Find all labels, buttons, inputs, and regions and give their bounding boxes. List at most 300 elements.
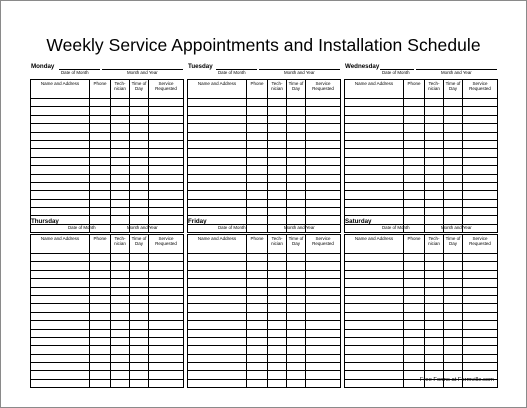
entry-cell[interactable] (31, 107, 90, 115)
entry-cell[interactable] (463, 346, 498, 354)
entry-cell[interactable] (90, 295, 111, 303)
entry-cell[interactable] (149, 321, 184, 329)
entry-cell[interactable] (306, 270, 341, 278)
entry-cell[interactable] (404, 337, 425, 345)
entry-cell[interactable] (111, 379, 130, 387)
entry-cell[interactable] (463, 337, 498, 345)
entry-cell[interactable] (31, 199, 90, 207)
entry-cell[interactable] (287, 174, 306, 182)
entry-cell[interactable] (247, 182, 268, 190)
entry-cell[interactable] (404, 279, 425, 287)
entry-cell[interactable] (444, 337, 463, 345)
entry-cell[interactable] (306, 346, 341, 354)
entry-cell[interactable] (306, 337, 341, 345)
entry-cell[interactable] (444, 124, 463, 132)
entry-cell[interactable] (130, 157, 149, 165)
entry-cell[interactable] (425, 270, 444, 278)
entry-cell[interactable] (268, 270, 287, 278)
entry-cell[interactable] (188, 149, 247, 157)
entry-cell[interactable] (149, 295, 184, 303)
entry-cell[interactable] (31, 379, 90, 387)
entry-cell[interactable] (111, 182, 130, 190)
entry-cell[interactable] (149, 337, 184, 345)
entry-cell[interactable] (444, 191, 463, 199)
entry-cell[interactable] (268, 262, 287, 270)
entry-cell[interactable] (404, 312, 425, 320)
entry-cell[interactable] (247, 166, 268, 174)
entry-cell[interactable] (287, 287, 306, 295)
entry-cell[interactable] (345, 132, 404, 140)
entry-cell[interactable] (345, 371, 404, 379)
entry-cell[interactable] (306, 254, 341, 262)
entry-cell[interactable] (31, 371, 90, 379)
entry-cell[interactable] (444, 262, 463, 270)
entry-cell[interactable] (306, 379, 341, 387)
entry-cell[interactable] (90, 132, 111, 140)
entry-cell[interactable] (463, 124, 498, 132)
entry-cell[interactable] (268, 346, 287, 354)
entry-cell[interactable] (149, 363, 184, 371)
entry-cell[interactable] (130, 321, 149, 329)
entry-cell[interactable] (90, 124, 111, 132)
entry-cell[interactable] (345, 329, 404, 337)
entry-cell[interactable] (111, 346, 130, 354)
entry-cell[interactable] (463, 208, 498, 216)
entry-cell[interactable] (130, 182, 149, 190)
entry-cell[interactable] (31, 174, 90, 182)
entry-cell[interactable] (268, 182, 287, 190)
entry-cell[interactable] (345, 191, 404, 199)
entry-cell[interactable] (306, 149, 341, 157)
entry-cell[interactable] (404, 354, 425, 362)
entry-cell[interactable] (90, 304, 111, 312)
entry-cell[interactable] (31, 321, 90, 329)
entry-cell[interactable] (130, 140, 149, 148)
entry-cell[interactable] (425, 346, 444, 354)
entry-cell[interactable] (149, 270, 184, 278)
entry-cell[interactable] (404, 321, 425, 329)
entry-cell[interactable] (404, 182, 425, 190)
entry-cell[interactable] (111, 254, 130, 262)
entry-cell[interactable] (345, 270, 404, 278)
entry-cell[interactable] (188, 329, 247, 337)
entry-cell[interactable] (404, 115, 425, 123)
entry-cell[interactable] (463, 304, 498, 312)
entry-cell[interactable] (130, 254, 149, 262)
entry-cell[interactable] (345, 337, 404, 345)
entry-cell[interactable] (188, 191, 247, 199)
entry-cell[interactable] (268, 124, 287, 132)
entry-cell[interactable] (345, 262, 404, 270)
entry-cell[interactable] (404, 149, 425, 157)
entry-cell[interactable] (444, 140, 463, 148)
entry-cell[interactable] (306, 363, 341, 371)
entry-cell[interactable] (130, 346, 149, 354)
entry-cell[interactable] (247, 115, 268, 123)
entry-cell[interactable] (90, 149, 111, 157)
entry-cell[interactable] (463, 140, 498, 148)
entry-cell[interactable] (425, 287, 444, 295)
entry-cell[interactable] (247, 99, 268, 107)
entry-cell[interactable] (425, 199, 444, 207)
entry-cell[interactable] (188, 295, 247, 303)
entry-cell[interactable] (149, 354, 184, 362)
entry-cell[interactable] (306, 262, 341, 270)
entry-cell[interactable] (463, 199, 498, 207)
entry-cell[interactable] (90, 270, 111, 278)
entry-cell[interactable] (463, 295, 498, 303)
entry-cell[interactable] (444, 132, 463, 140)
entry-cell[interactable] (463, 354, 498, 362)
entry-cell[interactable] (90, 337, 111, 345)
entry-cell[interactable] (149, 254, 184, 262)
entry-cell[interactable] (188, 254, 247, 262)
entry-cell[interactable] (188, 208, 247, 216)
entry-cell[interactable] (188, 287, 247, 295)
entry-cell[interactable] (268, 287, 287, 295)
entry-cell[interactable] (149, 312, 184, 320)
entry-cell[interactable] (287, 329, 306, 337)
entry-cell[interactable] (188, 140, 247, 148)
entry-cell[interactable] (268, 191, 287, 199)
entry-cell[interactable] (247, 140, 268, 148)
entry-cell[interactable] (130, 270, 149, 278)
entry-cell[interactable] (188, 262, 247, 270)
entry-cell[interactable] (268, 208, 287, 216)
entry-cell[interactable] (425, 149, 444, 157)
entry-cell[interactable] (444, 354, 463, 362)
entry-cell[interactable] (425, 157, 444, 165)
entry-cell[interactable] (31, 254, 90, 262)
entry-cell[interactable] (247, 379, 268, 387)
entry-cell[interactable] (345, 295, 404, 303)
entry-cell[interactable] (345, 99, 404, 107)
entry-cell[interactable] (425, 166, 444, 174)
entry-cell[interactable] (111, 371, 130, 379)
entry-cell[interactable] (425, 132, 444, 140)
entry-cell[interactable] (463, 287, 498, 295)
entry-cell[interactable] (188, 115, 247, 123)
entry-cell[interactable] (31, 329, 90, 337)
entry-cell[interactable] (425, 295, 444, 303)
entry-cell[interactable] (111, 149, 130, 157)
entry-cell[interactable] (345, 199, 404, 207)
entry-cell[interactable] (306, 166, 341, 174)
entry-cell[interactable] (31, 182, 90, 190)
entry-cell[interactable] (287, 279, 306, 287)
entry-cell[interactable] (287, 254, 306, 262)
entry-cell[interactable] (188, 107, 247, 115)
entry-cell[interactable] (444, 329, 463, 337)
entry-cell[interactable] (90, 254, 111, 262)
entry-cell[interactable] (247, 346, 268, 354)
entry-cell[interactable] (425, 208, 444, 216)
entry-cell[interactable] (149, 182, 184, 190)
entry-cell[interactable] (425, 124, 444, 132)
entry-cell[interactable] (149, 149, 184, 157)
entry-cell[interactable] (247, 321, 268, 329)
entry-cell[interactable] (31, 363, 90, 371)
entry-cell[interactable] (404, 254, 425, 262)
entry-cell[interactable] (111, 329, 130, 337)
entry-cell[interactable] (130, 149, 149, 157)
entry-cell[interactable] (247, 287, 268, 295)
entry-cell[interactable] (130, 107, 149, 115)
entry-cell[interactable] (31, 157, 90, 165)
entry-cell[interactable] (188, 337, 247, 345)
entry-cell[interactable] (425, 182, 444, 190)
entry-cell[interactable] (463, 321, 498, 329)
entry-cell[interactable] (31, 191, 90, 199)
entry-cell[interactable] (345, 379, 404, 387)
entry-cell[interactable] (130, 371, 149, 379)
entry-cell[interactable] (345, 304, 404, 312)
entry-cell[interactable] (268, 99, 287, 107)
entry-cell[interactable] (90, 279, 111, 287)
entry-cell[interactable] (188, 363, 247, 371)
entry-cell[interactable] (149, 166, 184, 174)
entry-cell[interactable] (130, 312, 149, 320)
entry-cell[interactable] (111, 132, 130, 140)
entry-cell[interactable] (247, 329, 268, 337)
entry-cell[interactable] (130, 337, 149, 345)
entry-cell[interactable] (306, 157, 341, 165)
entry-cell[interactable] (188, 182, 247, 190)
entry-cell[interactable] (111, 354, 130, 362)
entry-cell[interactable] (130, 363, 149, 371)
entry-cell[interactable] (111, 199, 130, 207)
entry-cell[interactable] (247, 107, 268, 115)
entry-cell[interactable] (247, 254, 268, 262)
entry-cell[interactable] (444, 107, 463, 115)
entry-cell[interactable] (287, 182, 306, 190)
entry-cell[interactable] (247, 270, 268, 278)
entry-cell[interactable] (306, 329, 341, 337)
entry-cell[interactable] (188, 99, 247, 107)
entry-cell[interactable] (463, 132, 498, 140)
entry-cell[interactable] (31, 208, 90, 216)
entry-cell[interactable] (268, 107, 287, 115)
entry-cell[interactable] (149, 174, 184, 182)
entry-cell[interactable] (149, 208, 184, 216)
entry-cell[interactable] (404, 174, 425, 182)
entry-cell[interactable] (404, 346, 425, 354)
entry-cell[interactable] (247, 354, 268, 362)
entry-cell[interactable] (425, 312, 444, 320)
entry-cell[interactable] (111, 337, 130, 345)
entry-cell[interactable] (149, 157, 184, 165)
entry-cell[interactable] (268, 132, 287, 140)
entry-cell[interactable] (90, 354, 111, 362)
entry-cell[interactable] (188, 157, 247, 165)
entry-cell[interactable] (306, 304, 341, 312)
entry-cell[interactable] (247, 304, 268, 312)
entry-cell[interactable] (425, 304, 444, 312)
entry-cell[interactable] (268, 166, 287, 174)
entry-cell[interactable] (463, 149, 498, 157)
entry-cell[interactable] (444, 346, 463, 354)
entry-cell[interactable] (287, 354, 306, 362)
entry-cell[interactable] (425, 354, 444, 362)
entry-cell[interactable] (287, 107, 306, 115)
entry-cell[interactable] (130, 287, 149, 295)
entry-cell[interactable] (149, 191, 184, 199)
entry-cell[interactable] (188, 174, 247, 182)
entry-cell[interactable] (268, 321, 287, 329)
entry-cell[interactable] (306, 124, 341, 132)
entry-cell[interactable] (149, 115, 184, 123)
entry-cell[interactable] (425, 329, 444, 337)
entry-cell[interactable] (404, 199, 425, 207)
entry-cell[interactable] (345, 174, 404, 182)
entry-cell[interactable] (287, 262, 306, 270)
entry-cell[interactable] (130, 191, 149, 199)
entry-cell[interactable] (130, 379, 149, 387)
entry-cell[interactable] (404, 208, 425, 216)
entry-cell[interactable] (306, 99, 341, 107)
entry-cell[interactable] (188, 199, 247, 207)
entry-cell[interactable] (306, 321, 341, 329)
entry-cell[interactable] (463, 262, 498, 270)
entry-cell[interactable] (111, 166, 130, 174)
entry-cell[interactable] (463, 174, 498, 182)
entry-cell[interactable] (149, 132, 184, 140)
entry-cell[interactable] (111, 191, 130, 199)
entry-cell[interactable] (149, 287, 184, 295)
entry-cell[interactable] (404, 157, 425, 165)
entry-cell[interactable] (425, 140, 444, 148)
entry-cell[interactable] (287, 379, 306, 387)
entry-cell[interactable] (287, 199, 306, 207)
entry-cell[interactable] (306, 312, 341, 320)
entry-cell[interactable] (425, 107, 444, 115)
entry-cell[interactable] (111, 295, 130, 303)
entry-cell[interactable] (345, 107, 404, 115)
entry-cell[interactable] (345, 346, 404, 354)
entry-cell[interactable] (404, 132, 425, 140)
entry-cell[interactable] (306, 115, 341, 123)
entry-cell[interactable] (425, 337, 444, 345)
entry-cell[interactable] (444, 149, 463, 157)
entry-cell[interactable] (90, 363, 111, 371)
entry-cell[interactable] (287, 157, 306, 165)
entry-cell[interactable] (90, 182, 111, 190)
entry-cell[interactable] (31, 312, 90, 320)
entry-cell[interactable] (111, 270, 130, 278)
entry-cell[interactable] (111, 99, 130, 107)
entry-cell[interactable] (130, 208, 149, 216)
entry-cell[interactable] (268, 337, 287, 345)
entry-cell[interactable] (188, 279, 247, 287)
entry-cell[interactable] (31, 115, 90, 123)
entry-cell[interactable] (268, 304, 287, 312)
entry-cell[interactable] (268, 157, 287, 165)
entry-cell[interactable] (247, 124, 268, 132)
entry-cell[interactable] (247, 208, 268, 216)
entry-cell[interactable] (111, 304, 130, 312)
entry-cell[interactable] (90, 99, 111, 107)
entry-cell[interactable] (463, 363, 498, 371)
entry-cell[interactable] (287, 115, 306, 123)
entry-cell[interactable] (306, 174, 341, 182)
entry-cell[interactable] (149, 262, 184, 270)
entry-cell[interactable] (31, 295, 90, 303)
entry-cell[interactable] (90, 140, 111, 148)
entry-cell[interactable] (345, 354, 404, 362)
entry-cell[interactable] (287, 304, 306, 312)
entry-cell[interactable] (444, 115, 463, 123)
entry-cell[interactable] (444, 99, 463, 107)
entry-cell[interactable] (404, 99, 425, 107)
entry-cell[interactable] (90, 174, 111, 182)
entry-cell[interactable] (111, 287, 130, 295)
entry-cell[interactable] (268, 295, 287, 303)
entry-cell[interactable] (111, 208, 130, 216)
entry-cell[interactable] (345, 157, 404, 165)
entry-cell[interactable] (188, 354, 247, 362)
entry-cell[interactable] (404, 287, 425, 295)
entry-cell[interactable] (444, 174, 463, 182)
entry-cell[interactable] (111, 279, 130, 287)
entry-cell[interactable] (404, 124, 425, 132)
entry-cell[interactable] (188, 312, 247, 320)
entry-cell[interactable] (463, 107, 498, 115)
entry-cell[interactable] (31, 270, 90, 278)
entry-cell[interactable] (404, 140, 425, 148)
entry-cell[interactable] (188, 124, 247, 132)
entry-cell[interactable] (31, 287, 90, 295)
entry-cell[interactable] (287, 337, 306, 345)
entry-cell[interactable] (306, 371, 341, 379)
entry-cell[interactable] (425, 99, 444, 107)
entry-cell[interactable] (404, 363, 425, 371)
entry-cell[interactable] (404, 329, 425, 337)
entry-cell[interactable] (90, 371, 111, 379)
entry-cell[interactable] (287, 312, 306, 320)
entry-cell[interactable] (463, 279, 498, 287)
entry-cell[interactable] (268, 312, 287, 320)
entry-cell[interactable] (111, 124, 130, 132)
entry-cell[interactable] (425, 254, 444, 262)
entry-cell[interactable] (444, 304, 463, 312)
entry-cell[interactable] (306, 140, 341, 148)
entry-cell[interactable] (90, 312, 111, 320)
entry-cell[interactable] (345, 279, 404, 287)
entry-cell[interactable] (463, 157, 498, 165)
entry-cell[interactable] (444, 157, 463, 165)
entry-cell[interactable] (111, 140, 130, 148)
entry-cell[interactable] (345, 149, 404, 157)
entry-cell[interactable] (444, 279, 463, 287)
entry-cell[interactable] (188, 270, 247, 278)
entry-cell[interactable] (463, 182, 498, 190)
entry-cell[interactable] (345, 182, 404, 190)
entry-cell[interactable] (463, 191, 498, 199)
entry-cell[interactable] (31, 346, 90, 354)
entry-cell[interactable] (130, 99, 149, 107)
entry-cell[interactable] (247, 363, 268, 371)
entry-cell[interactable] (444, 199, 463, 207)
entry-cell[interactable] (111, 157, 130, 165)
entry-cell[interactable] (404, 270, 425, 278)
entry-cell[interactable] (444, 321, 463, 329)
entry-cell[interactable] (90, 329, 111, 337)
entry-cell[interactable] (425, 174, 444, 182)
entry-cell[interactable] (404, 295, 425, 303)
entry-cell[interactable] (268, 115, 287, 123)
entry-cell[interactable] (31, 149, 90, 157)
entry-cell[interactable] (287, 346, 306, 354)
